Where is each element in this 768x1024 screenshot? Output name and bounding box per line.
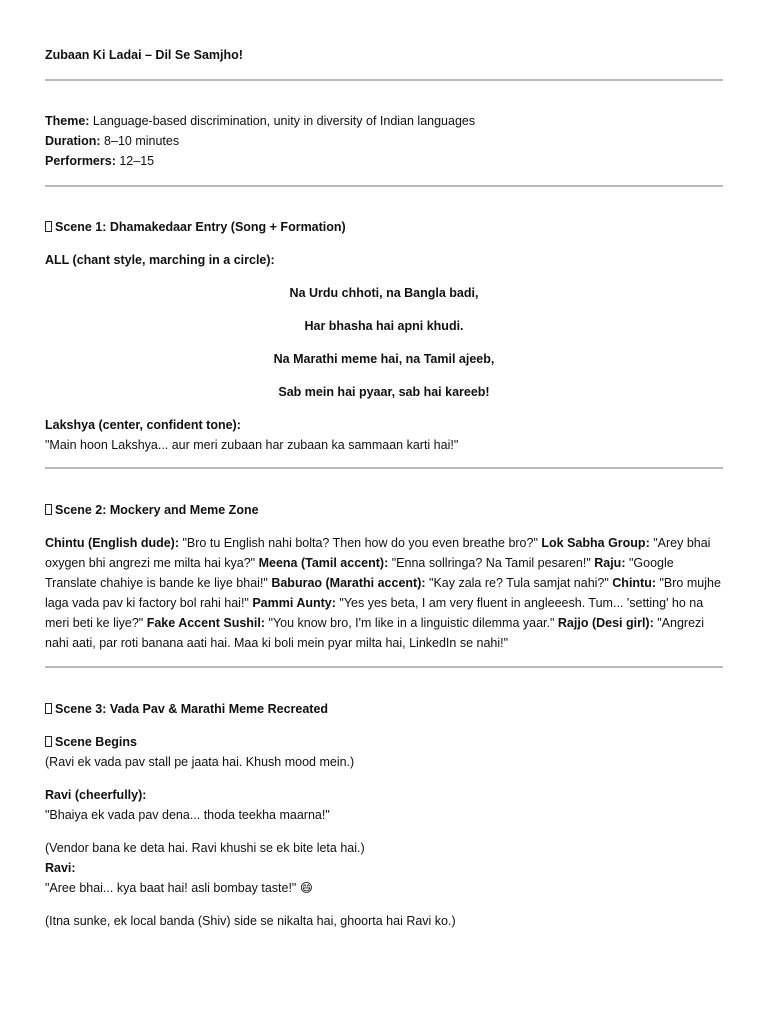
speaker-name: Fake Accent Sushil:	[146, 616, 266, 630]
speaker-line: "Enna sollringa? Na Tamil pesaren!"	[388, 556, 595, 570]
performers-label: Performers:	[45, 154, 116, 168]
speaker-line: "Bro mujhe laga vada pav ki factory bol rahi hai!"	[45, 576, 721, 610]
divider	[45, 79, 723, 81]
divider	[45, 467, 723, 469]
chant-line: Har bhasha hai apni khudi.	[304, 319, 464, 333]
ravi-block-2	[45, 838, 723, 898]
theme-line	[45, 111, 723, 131]
ravi-label: Ravi (cheerfully):	[45, 788, 147, 802]
scene3-heading-text: Scene 3: Vada Pav & Marathi Meme Recreated	[55, 702, 329, 716]
speaker-name: Raju:	[594, 556, 626, 570]
scene-begins-block	[45, 732, 723, 772]
scene3-heading	[45, 699, 723, 719]
placeholder-glyph-icon	[45, 703, 52, 714]
speaker-name: Rajjo (Desi girl):	[557, 616, 654, 630]
scene2-heading-text: Scene 2: Mockery and Meme Zone	[55, 503, 259, 517]
divider	[45, 666, 723, 668]
placeholder-glyph-icon	[45, 736, 52, 747]
placeholder-glyph-icon	[45, 221, 52, 232]
speaker-name: Lok Sabha Group:	[541, 536, 650, 550]
speaker-name: Pammi Aunty:	[252, 596, 336, 610]
placeholder-glyph-icon	[45, 504, 52, 515]
lakshya-label: Lakshya (center, confident tone):	[45, 418, 241, 432]
ravi-line: "Bhaiya ek vada pav dena... thoda teekha maarna!"	[45, 808, 330, 822]
scene-begins-text: Scene Begins	[55, 735, 137, 749]
speaker-name: Meena (Tamil accent):	[258, 556, 389, 570]
stage-direction: (Vendor bana ke deta hai. Ravi khushi se ek bite leta hai.)	[45, 841, 365, 855]
scene1-all-label: ALL (chant style, marching in a circle):	[45, 253, 275, 267]
divider	[45, 185, 723, 187]
lakshya-block	[45, 415, 723, 455]
speaker-line: "Kay zala re? Tula samjat nahi?"	[425, 576, 613, 590]
meta-block	[45, 111, 723, 171]
duration-label: Duration:	[45, 134, 101, 148]
scene2-dialogue	[45, 533, 723, 653]
chant-line: Sab mein hai pyaar, sab hai kareeb!	[278, 385, 490, 399]
speaker-line: "You know bro, I'm like in a linguistic dilemma yaar."	[265, 616, 558, 630]
document-title: Zubaan Ki Ladai – Dil Se Samjho!	[45, 48, 243, 62]
speaker-line: "Yes yes beta, I am very fluent in angleeesh. Tum... 'setting' ho na meri beti ke liye?"	[45, 596, 704, 630]
lakshya-line: "Main hoon Lakshya... aur meri zubaan har zubaan ka sammaan karti hai!"	[45, 438, 459, 452]
duration-line	[45, 131, 723, 151]
scene1-heading-text: Scene 1: Dhamakedaar Entry (Song + Formation)	[55, 220, 346, 234]
speaker-line: "Angrezi nahi aati, par roti banana aati hai. Maa ki boli mein pyar milta hai, LinkedIn se nahi!"	[45, 616, 705, 650]
stage-direction-final: (Itna sunke, ek local banda (Shiv) side se nikalta hai, ghoorta hai Ravi ko.)	[45, 914, 456, 928]
performers-line	[45, 151, 723, 171]
duration-value: 8–10 minutes	[100, 134, 180, 148]
speaker-name: Baburao (Marathi accent):	[271, 576, 426, 590]
theme-label: Theme:	[45, 114, 90, 128]
ravi-label: Ravi:	[45, 861, 76, 875]
dialogue-paragraph	[45, 533, 723, 653]
speaker-line: "Arey bhai oxygen bhi angrezi me milta hai kya?"	[45, 536, 711, 570]
chant-line: Na Urdu chhoti, na Bangla badi,	[289, 286, 479, 300]
speaker-name: Chintu:	[612, 576, 657, 590]
ravi-line: "Aree bhai... kya baat hai! asli bombay taste!" 😄	[45, 881, 313, 895]
scene1-heading	[45, 217, 723, 237]
theme-value: Language-based discrimination, unity in diversity of Indian languages	[89, 114, 476, 128]
scene-begins-line	[45, 732, 723, 752]
ravi-block-1	[45, 785, 723, 825]
performers-value: 12–15	[115, 154, 155, 168]
stage-direction: (Ravi ek vada pav stall pe jaata hai. Khush mood mein.)	[45, 755, 355, 769]
speaker-line: "Google Translate chahiye is bande ke liye bhai!"	[45, 556, 674, 590]
speaker-name: Chintu (English dude):	[45, 536, 180, 550]
scene2-heading	[45, 500, 723, 520]
chant-line: Na Marathi meme hai, na Tamil ajeeb,	[273, 352, 495, 366]
speaker-line: "Bro tu English nahi bolta? Then how do you even breathe bro?"	[179, 536, 542, 550]
